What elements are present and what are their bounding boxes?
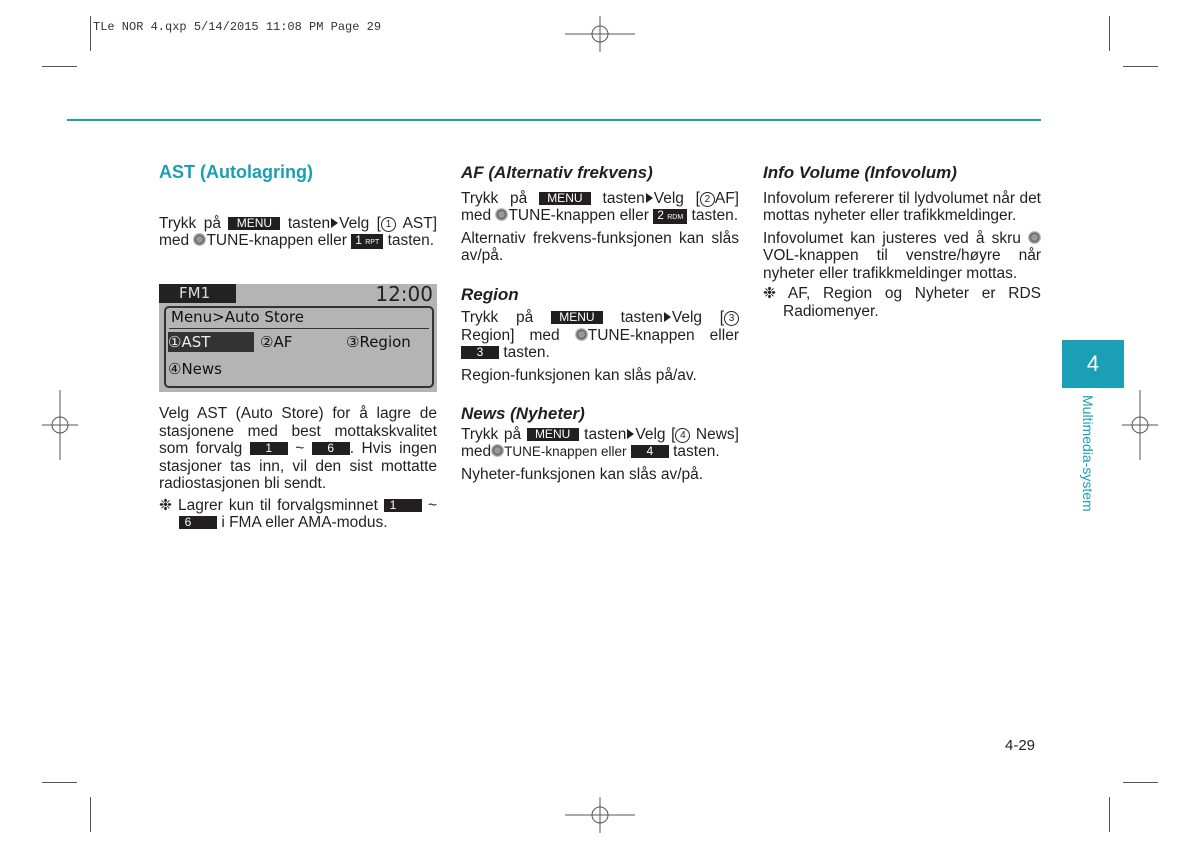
menu-key: MENU <box>539 192 591 205</box>
text: Region] med <box>461 326 560 344</box>
text: TUNE-knappen eller <box>504 444 627 459</box>
region-description: Region-funksjonen kan slås på/av. <box>461 366 697 384</box>
section-heading-news: News (Nyheter) <box>461 404 585 423</box>
circled-number: 1 <box>381 217 396 232</box>
key-label: RDM <box>667 214 684 221</box>
divider <box>169 328 429 329</box>
key-number: 1 <box>355 233 362 247</box>
text: TUNE-knappen eller <box>508 207 649 224</box>
chapter-tab: 4 <box>1062 340 1124 388</box>
text: Velg AST (Auto Store) for å lagre de stasjonene med best mottakskvalitet som forvalg <box>159 405 437 457</box>
menu-key: MENU <box>551 311 603 324</box>
registration-mark-top <box>565 16 635 52</box>
arrow-right-icon <box>646 193 653 203</box>
column-ast-body <box>159 405 437 532</box>
rpt-key <box>351 234 383 249</box>
menu-item-af: ②AF <box>260 333 293 351</box>
af-description: Alternativ frekvens-funksjonen kan slås av/på. <box>461 229 739 264</box>
menu-title: Menu>Auto Store <box>171 308 304 326</box>
registration-mark-right <box>1122 390 1158 460</box>
vol-knob-icon <box>1028 231 1041 244</box>
ast-description <box>159 405 437 493</box>
text: Lagrer kun til forvalgsminnet <box>178 496 378 514</box>
column-ast <box>159 164 437 250</box>
text: Infovolumet kan justeres ved å skru <box>763 229 1021 247</box>
registration-mark-left <box>42 390 78 460</box>
tune-knob-icon <box>575 328 588 341</box>
chapter-side-label <box>1080 395 1100 535</box>
section-heading-info-volume: Info Volume (Infovolum) <box>763 163 957 182</box>
af-instruction <box>461 190 739 225</box>
info-volume-note <box>763 285 1041 320</box>
ast-instruction <box>159 215 437 250</box>
key-number: 2 <box>657 208 664 222</box>
text: Velg [ <box>635 425 676 443</box>
column-info-volume <box>763 164 1041 320</box>
preset-key-6: 6 <box>179 516 217 529</box>
circled-number: 4 <box>675 428 690 443</box>
tune-knob-icon <box>495 208 508 221</box>
menu-item-ast: ①AST <box>168 332 254 352</box>
info-volume-adjust <box>763 230 1041 283</box>
circled-number: 2 <box>700 192 715 207</box>
registration-mark-bottom <box>565 797 635 833</box>
circled-number: 3 <box>724 311 739 326</box>
text: TUNE-knappen eller <box>587 326 739 344</box>
arrow-right-icon <box>627 429 634 439</box>
text: tasten. <box>387 232 435 249</box>
text: ~ <box>295 440 305 457</box>
note-icon: ❉ <box>763 285 776 302</box>
band-indicator: FM1 <box>159 284 236 303</box>
text: i FMA eller AMA-modus. <box>221 514 388 531</box>
text: tasten <box>620 309 663 326</box>
radio-screen-illustration <box>159 284 437 392</box>
preset-key-3: 3 <box>461 346 499 359</box>
text: News] med <box>461 425 739 460</box>
column-af-region-news <box>461 164 739 483</box>
tune-knob-icon <box>491 444 504 457</box>
text: Velg [ <box>671 309 724 326</box>
section-heading-ast: AST (Autolagring) <box>159 162 313 182</box>
text: ~ <box>427 496 438 514</box>
text: Trykk på <box>461 309 534 326</box>
section-heading-af: AF (Alternativ frekvens) <box>461 163 653 182</box>
text: tasten. <box>691 207 739 224</box>
text: Velg [ <box>653 189 700 207</box>
preset-key-4: 4 <box>631 445 669 458</box>
text: TUNE-knappen eller <box>206 232 347 249</box>
side-label-text: Multimedia-system <box>1080 395 1096 512</box>
text: Trykk på <box>159 214 221 232</box>
clock: 12:00 <box>375 282 433 306</box>
menu-key: MENU <box>527 428 579 441</box>
text: tasten <box>584 425 627 443</box>
preset-key-1: 1 <box>250 442 288 455</box>
note-icon: ❉ <box>159 496 172 514</box>
arrow-right-icon <box>331 218 338 228</box>
text: tasten. <box>673 443 720 460</box>
header-rule <box>67 119 1041 121</box>
menu-key: MENU <box>228 217 280 230</box>
text: AF] med <box>461 189 739 224</box>
text: Trykk på <box>461 425 522 443</box>
arrow-right-icon <box>664 312 671 322</box>
preset-key-6: 6 <box>312 442 350 455</box>
news-description: Nyheter-funksjonen kan slås av/på. <box>461 465 704 483</box>
rdm-key <box>653 209 687 224</box>
text: AST] med <box>159 214 438 249</box>
menu-item-region: ③Region <box>346 333 411 351</box>
page-number: 4-29 <box>1005 737 1036 754</box>
info-volume-description: Infovolum refererer til lydvolumet når det mottas nyheter eller trafikkmeldinger. <box>763 189 1041 224</box>
text: Velg [ <box>339 214 381 232</box>
ast-note <box>159 497 437 532</box>
region-instruction <box>461 309 739 362</box>
tune-knob-icon <box>193 233 206 246</box>
text: tasten <box>287 214 331 232</box>
text: tasten <box>602 189 645 207</box>
preset-key-1: 1 <box>384 499 422 512</box>
key-label: RPT <box>365 239 380 246</box>
news-instruction <box>461 426 739 461</box>
print-slug: TLe NOR 4.qxp 5/14/2015 11:08 PM Page 29 <box>93 20 382 34</box>
menu-item-news: ④News <box>168 360 222 378</box>
section-heading-region: Region <box>461 284 519 304</box>
text: . Hvis ingen stasjoner tas inn, vil den sist mottatte radiostasjonen bli sendt. <box>159 440 438 492</box>
text: tasten. <box>503 344 550 361</box>
text: Trykk på <box>461 189 528 207</box>
menu-panel <box>164 306 434 388</box>
text: AF, Region og Nyheter er RDS Radiomenyer. <box>783 285 1041 320</box>
text: VOL-knappen til venstre/høyre når nyheter eller trafikkmeldinger mottas. <box>763 247 1041 282</box>
